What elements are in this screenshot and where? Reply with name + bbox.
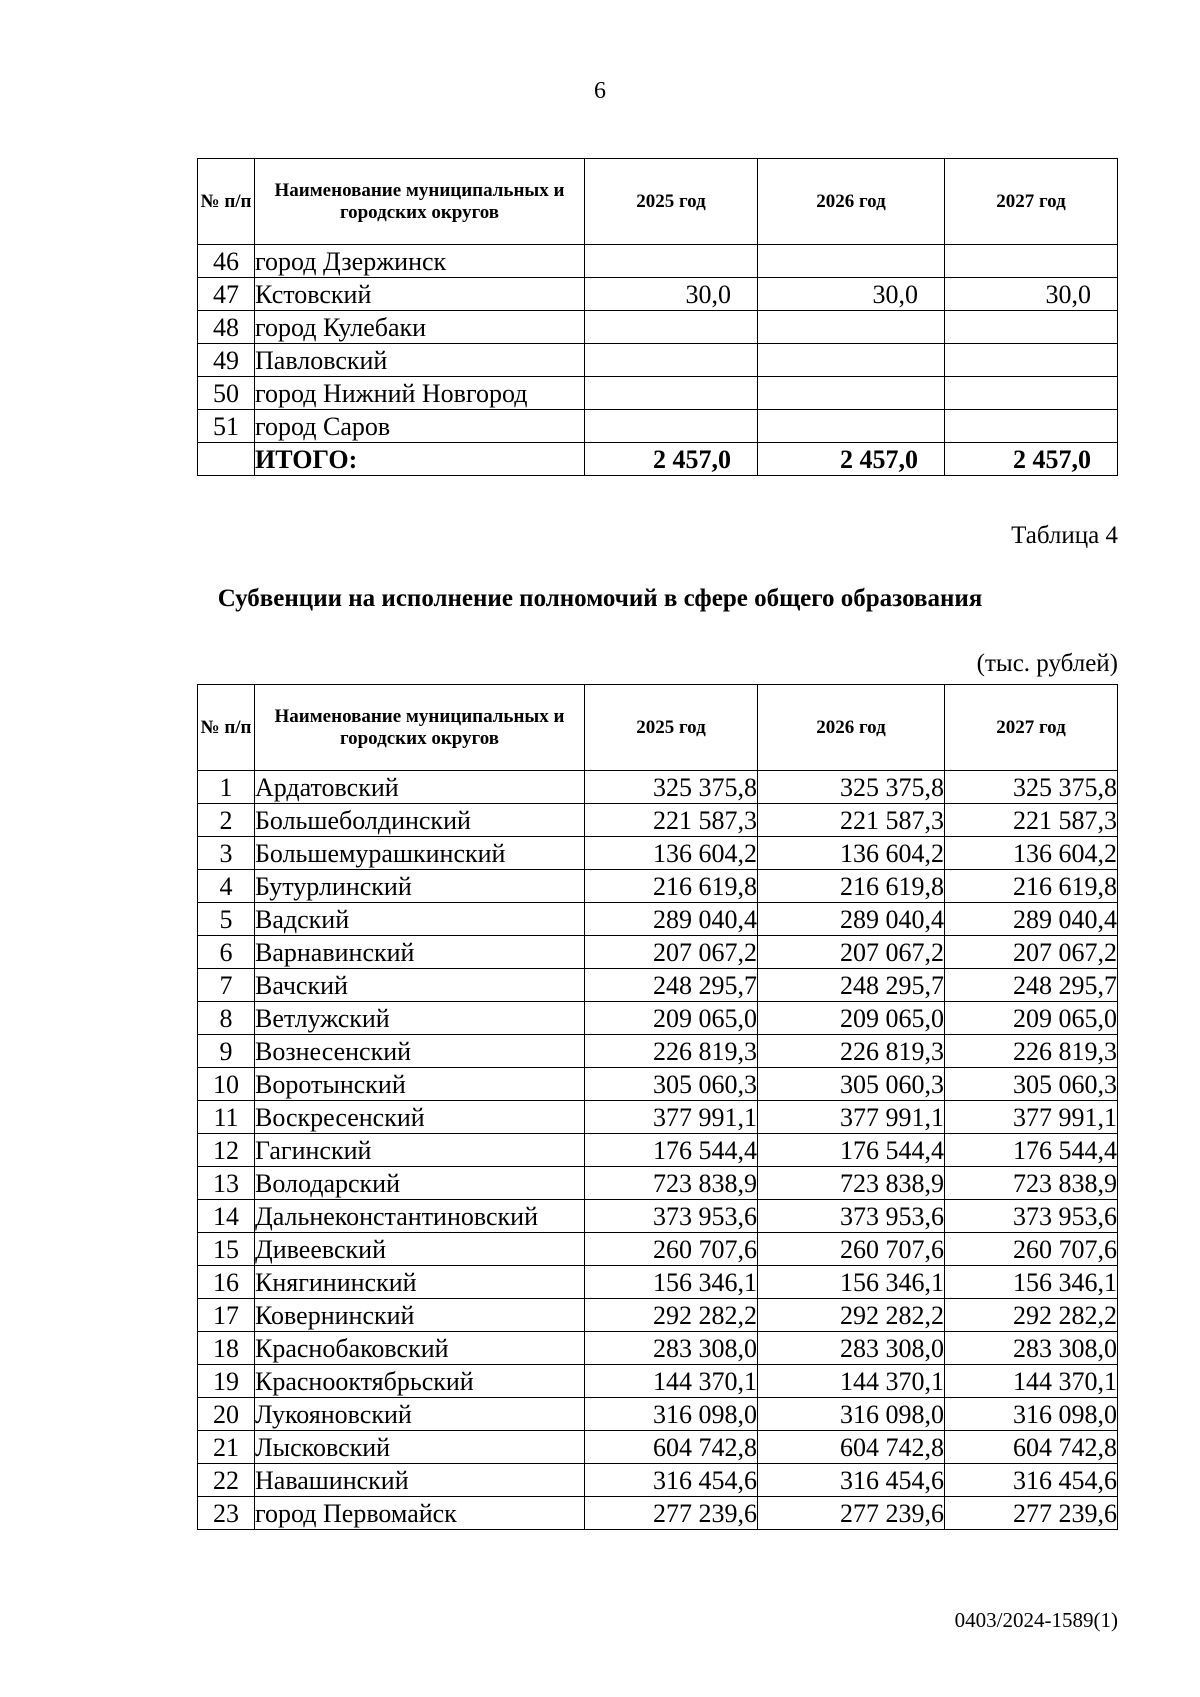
value-2026 (758, 344, 945, 377)
value-2026: 292 282,2 (758, 1299, 945, 1332)
value-2027: 207 067,2 (945, 936, 1118, 969)
municipality-name: Ковернинский (255, 1299, 585, 1332)
value-2025: 377 991,1 (585, 1101, 758, 1134)
table-label: Таблица 4 (1011, 522, 1118, 549)
row-number: 47 (198, 278, 255, 311)
value-2025 (585, 410, 758, 443)
municipality-name: Лысковский (255, 1431, 585, 1464)
value-2025: 30,0 (585, 278, 758, 311)
table-row (198, 1068, 1118, 1101)
row-number: 51 (198, 410, 255, 443)
value-2027: 377 991,1 (945, 1101, 1118, 1134)
value-2025: 221 587,3 (585, 804, 758, 837)
total-2026: 2 457,0 (758, 443, 945, 476)
value-2027: 144 370,1 (945, 1365, 1118, 1398)
table-row (198, 410, 1118, 443)
value-2027: 316 454,6 (945, 1464, 1118, 1497)
table-header-row (198, 685, 1118, 771)
table-row (198, 311, 1118, 344)
header-2027: 2027 год (945, 685, 1118, 771)
table-row (198, 1101, 1118, 1134)
table-row (198, 1497, 1118, 1530)
table-row (198, 969, 1118, 1002)
value-2026: 30,0 (758, 278, 945, 311)
header-2025: 2025 год (585, 159, 758, 245)
total-num-cell (198, 443, 255, 476)
page-number: 6 (594, 78, 606, 104)
value-2027: 136 604,2 (945, 837, 1118, 870)
row-number: 49 (198, 344, 255, 377)
table-4-body (198, 771, 1118, 1530)
municipality-name: Навашинский (255, 1464, 585, 1497)
value-2026: 207 067,2 (758, 936, 945, 969)
value-2025: 144 370,1 (585, 1365, 758, 1398)
value-2027 (945, 245, 1118, 278)
value-2027: 277 239,6 (945, 1497, 1118, 1530)
value-2026: 723 838,9 (758, 1167, 945, 1200)
row-number: 21 (198, 1431, 255, 1464)
municipality-name: Кстовский (255, 278, 585, 311)
row-number: 17 (198, 1299, 255, 1332)
table-row (198, 1134, 1118, 1167)
value-2026: 604 742,8 (758, 1431, 945, 1464)
table-row (198, 377, 1118, 410)
row-number: 13 (198, 1167, 255, 1200)
value-2025: 260 707,6 (585, 1233, 758, 1266)
value-2027: 156 346,1 (945, 1266, 1118, 1299)
value-2027: 216 619,8 (945, 870, 1118, 903)
table-row (198, 903, 1118, 936)
municipality-name: Вадский (255, 903, 585, 936)
row-number: 19 (198, 1365, 255, 1398)
table-row (198, 936, 1118, 969)
value-2026: 283 308,0 (758, 1332, 945, 1365)
municipality-name: Ветлужский (255, 1002, 585, 1035)
header-name: Наименование муниципальных и городских округов (255, 159, 585, 245)
row-number: 46 (198, 245, 255, 278)
value-2025: 604 742,8 (585, 1431, 758, 1464)
value-2025: 216 619,8 (585, 870, 758, 903)
value-2027: 248 295,7 (945, 969, 1118, 1002)
table-continuation-body (198, 245, 1118, 476)
value-2027 (945, 344, 1118, 377)
row-number: 16 (198, 1266, 255, 1299)
row-number: 15 (198, 1233, 255, 1266)
value-2027: 289 040,4 (945, 903, 1118, 936)
table-row (198, 1002, 1118, 1035)
value-2025: 373 953,6 (585, 1200, 758, 1233)
municipality-name: Большеболдинский (255, 804, 585, 837)
value-2026 (758, 311, 945, 344)
row-number: 4 (198, 870, 255, 903)
row-number: 2 (198, 804, 255, 837)
value-2025: 316 098,0 (585, 1398, 758, 1431)
value-2026: 325 375,8 (758, 771, 945, 804)
value-2027 (945, 311, 1118, 344)
value-2025: 723 838,9 (585, 1167, 758, 1200)
value-2025: 136 604,2 (585, 837, 758, 870)
row-number: 8 (198, 1002, 255, 1035)
total-row (198, 443, 1118, 476)
municipality-name: город Нижний Новгород (255, 377, 585, 410)
municipality-name: Воротынский (255, 1068, 585, 1101)
municipality-name: город Кулебаки (255, 311, 585, 344)
table-row (198, 1431, 1118, 1464)
row-number: 12 (198, 1134, 255, 1167)
value-2025: 277 239,6 (585, 1497, 758, 1530)
municipality-name: Дальнеконстантиновский (255, 1200, 585, 1233)
table-continuation (197, 158, 1118, 476)
header-2027: 2027 год (945, 159, 1118, 245)
value-2026 (758, 410, 945, 443)
value-2025: 176 544,4 (585, 1134, 758, 1167)
table-row (198, 344, 1118, 377)
value-2027: 316 098,0 (945, 1398, 1118, 1431)
municipality-name: Ардатовский (255, 771, 585, 804)
value-2026: 144 370,1 (758, 1365, 945, 1398)
row-number: 22 (198, 1464, 255, 1497)
row-number: 9 (198, 1035, 255, 1068)
value-2026: 373 953,6 (758, 1200, 945, 1233)
value-2027: 30,0 (945, 278, 1118, 311)
header-2026: 2026 год (758, 685, 945, 771)
value-2027: 176 544,4 (945, 1134, 1118, 1167)
row-number: 1 (198, 771, 255, 804)
municipality-name: Вознесенский (255, 1035, 585, 1068)
row-number: 20 (198, 1398, 255, 1431)
table-row (198, 1365, 1118, 1398)
value-2026: 221 587,3 (758, 804, 945, 837)
table-row (198, 771, 1118, 804)
value-2026: 226 819,3 (758, 1035, 945, 1068)
municipality-name: город Саров (255, 410, 585, 443)
value-2027: 209 065,0 (945, 1002, 1118, 1035)
value-2025: 289 040,4 (585, 903, 758, 936)
row-number: 3 (198, 837, 255, 870)
row-number: 11 (198, 1101, 255, 1134)
value-2026: 316 454,6 (758, 1464, 945, 1497)
value-2027: 260 707,6 (945, 1233, 1118, 1266)
value-2026: 156 346,1 (758, 1266, 945, 1299)
value-2025: 305 060,3 (585, 1068, 758, 1101)
value-2025: 316 454,6 (585, 1464, 758, 1497)
municipality-name: Варнавинский (255, 936, 585, 969)
municipality-name: Лукояновский (255, 1398, 585, 1431)
value-2026 (758, 377, 945, 410)
value-2026: 176 544,4 (758, 1134, 945, 1167)
table-row (198, 1464, 1118, 1497)
value-2027: 283 308,0 (945, 1332, 1118, 1365)
row-number: 50 (198, 377, 255, 410)
header-name: Наименование муниципальных и городских округов (255, 685, 585, 771)
municipality-name: Дивеевский (255, 1233, 585, 1266)
municipality-name: Володарский (255, 1167, 585, 1200)
value-2026: 136 604,2 (758, 837, 945, 870)
total-2025: 2 457,0 (585, 443, 758, 476)
row-number: 5 (198, 903, 255, 936)
table-title: Субвенции на исполнение полномочий в сфере общего образования (217, 585, 983, 612)
value-2027: 305 060,3 (945, 1068, 1118, 1101)
value-2027: 292 282,2 (945, 1299, 1118, 1332)
municipality-name: город Дзержинск (255, 245, 585, 278)
municipality-name: Бутурлинский (255, 870, 585, 903)
row-number: 48 (198, 311, 255, 344)
value-2027 (945, 410, 1118, 443)
value-2025: 209 065,0 (585, 1002, 758, 1035)
table-row (198, 837, 1118, 870)
table-row (198, 804, 1118, 837)
value-2027: 373 953,6 (945, 1200, 1118, 1233)
value-2027: 226 819,3 (945, 1035, 1118, 1068)
value-2025: 207 067,2 (585, 936, 758, 969)
header-num: № п/п (198, 685, 255, 771)
value-2027: 604 742,8 (945, 1431, 1118, 1464)
value-2026: 260 707,6 (758, 1233, 945, 1266)
municipality-name: город Первомайск (255, 1497, 585, 1530)
value-2027 (945, 377, 1118, 410)
municipality-name: Краснооктябрьский (255, 1365, 585, 1398)
document-code: 0403/2024-1589(1) (954, 1608, 1118, 1632)
table-row (198, 1332, 1118, 1365)
total-2027: 2 457,0 (945, 443, 1118, 476)
table-header-row (198, 159, 1118, 245)
value-2025 (585, 245, 758, 278)
header-2026: 2026 год (758, 159, 945, 245)
row-number: 6 (198, 936, 255, 969)
municipality-name: Княгининский (255, 1266, 585, 1299)
value-2025 (585, 377, 758, 410)
header-num: № п/п (198, 159, 255, 245)
municipality-name: Воскресенский (255, 1101, 585, 1134)
value-2025: 248 295,7 (585, 969, 758, 1002)
value-2025: 226 819,3 (585, 1035, 758, 1068)
value-2026: 277 239,6 (758, 1497, 945, 1530)
value-2026: 216 619,8 (758, 870, 945, 903)
value-2027: 723 838,9 (945, 1167, 1118, 1200)
table-row (198, 1233, 1118, 1266)
table-row (198, 278, 1118, 311)
value-2025: 292 282,2 (585, 1299, 758, 1332)
value-2025 (585, 344, 758, 377)
total-label: ИТОГО: (255, 443, 585, 476)
table-row (198, 245, 1118, 278)
municipality-name: Павловский (255, 344, 585, 377)
municipality-name: Гагинский (255, 1134, 585, 1167)
municipality-name: Вачский (255, 969, 585, 1002)
value-2027: 325 375,8 (945, 771, 1118, 804)
table-row (198, 1200, 1118, 1233)
value-2025: 283 308,0 (585, 1332, 758, 1365)
value-2026: 209 065,0 (758, 1002, 945, 1035)
table-row (198, 870, 1118, 903)
municipality-name: Краснобаковский (255, 1332, 585, 1365)
table-row (198, 1398, 1118, 1431)
header-2025: 2025 год (585, 685, 758, 771)
row-number: 14 (198, 1200, 255, 1233)
value-2026: 289 040,4 (758, 903, 945, 936)
value-2025: 156 346,1 (585, 1266, 758, 1299)
row-number: 7 (198, 969, 255, 1002)
row-number: 23 (198, 1497, 255, 1530)
value-2026: 377 991,1 (758, 1101, 945, 1134)
value-2025 (585, 311, 758, 344)
value-2027: 221 587,3 (945, 804, 1118, 837)
value-2026 (758, 245, 945, 278)
table-row (198, 1167, 1118, 1200)
table-row (198, 1299, 1118, 1332)
value-2026: 305 060,3 (758, 1068, 945, 1101)
value-2026: 248 295,7 (758, 969, 945, 1002)
table-row (198, 1035, 1118, 1068)
unit-label: (тыс. рублей) (976, 650, 1118, 677)
value-2025: 325 375,8 (585, 771, 758, 804)
value-2026: 316 098,0 (758, 1398, 945, 1431)
row-number: 18 (198, 1332, 255, 1365)
row-number: 10 (198, 1068, 255, 1101)
table-row (198, 1266, 1118, 1299)
municipality-name: Большемурашкинский (255, 837, 585, 870)
table-4 (197, 684, 1118, 1530)
